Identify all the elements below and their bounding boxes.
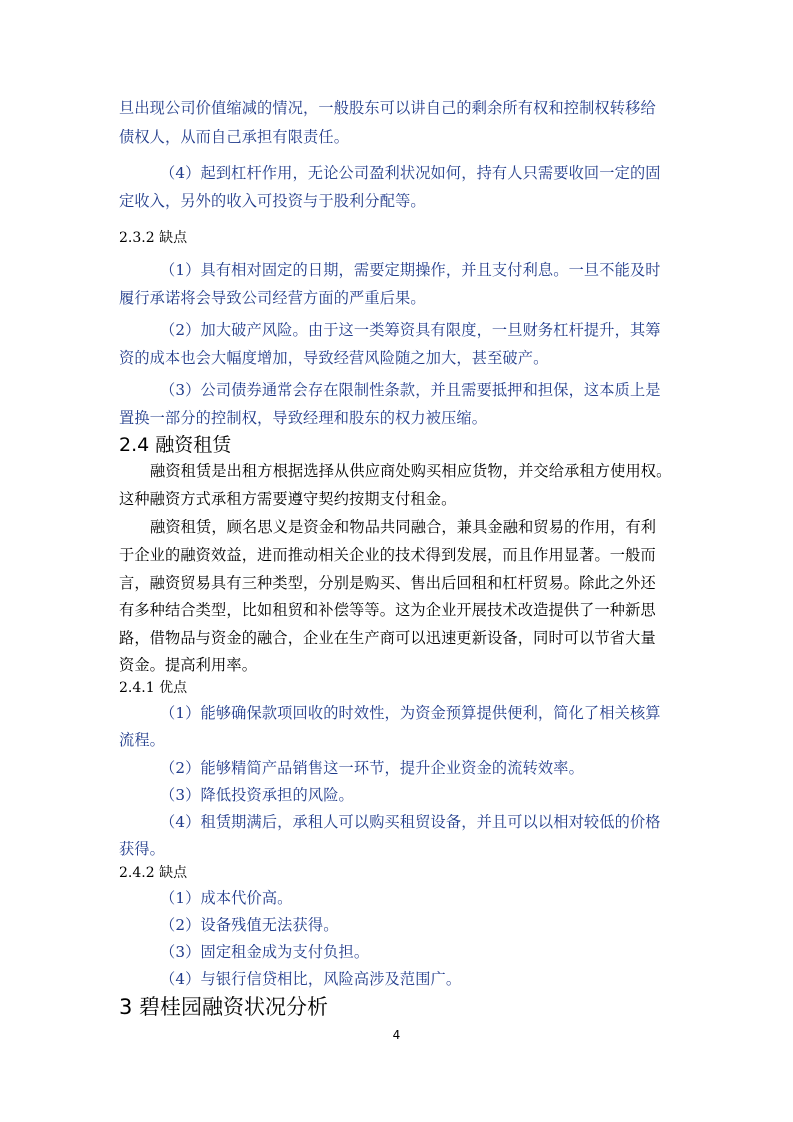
paragraph-line: （1）成本代价高。 [160,889,293,907]
paragraph-line: 债权人，从而自己承担有限责任。 [119,128,350,146]
chapter-heading: 3 碧桂园融资状况分析 [119,995,329,1019]
paragraph-line: （2）加大破产风险。由于这一类筹资具有限度，一旦财务杠杆提升，其筹 [160,321,661,339]
paragraph-line: （1）具有相对固定的日期，需要定期操作，并且支付利息。一旦不能及时 [160,261,661,279]
paragraph-line: 路，借物品与资金的融合，企业在生产商可以迅速更新设备，同时可以节省大量 [119,629,656,647]
paragraph-line: （2）能够精简产品销售这一环节，提升企业资金的流转效率。 [160,759,584,777]
paragraph-line: 这种融资方式承租方需要遵守契约按期支付租金。 [119,490,457,508]
paragraph-line: （4）起到杠杆作用，无论公司盈利状况如何，持有人只需要收回一定的固 [160,164,661,182]
paragraph-line: 有多种结合类型，比如租贸和补偿等等。这为企业开展技术改造提供了一种新思 [119,601,656,619]
subsection-heading: 2.4.2 缺点 [119,865,188,881]
paragraph-line: 置换一部分的控制权，导致经理和股东的权力被压缩。 [119,409,488,427]
subsection-heading: 2.4.1 优点 [119,680,188,696]
paragraph-line: （2）设备残值无法获得。 [160,916,339,934]
paragraph-line: 流程。 [119,731,166,749]
section-heading: 2.4 融资租赁 [119,434,232,456]
paragraph-line: （4）与银行信贷相比，风险高涉及范围广。 [160,970,462,988]
paragraph-line: 旦出现公司价值缩减的情况，一般股东可以讲自己的剩余所有权和控制权转移给 [119,99,656,117]
paragraph-line: 融资租赁，顾名思义是资金和物品共同融合，兼具金融和贸易的作用，有利 [150,518,657,536]
paragraph-line: （1）能够确保款项回收的时效性，为资金预算提供便利，简化了相关核算 [160,704,661,722]
paragraph-line: 言，融资贸易具有三种类型，分别是购买、售出后回租和杠杆贸易。除此之外还 [119,574,656,592]
subsection-heading: 2.3.2 缺点 [119,230,188,246]
paragraph-line: 于企业的融资效益，进而推动相关企业的技术得到发展，而且作用显著。一般而 [119,546,656,564]
paragraph-line: （3）降低投资承担的风险。 [160,786,354,804]
paragraph-line: （3）固定租金成为支付负担。 [160,943,370,961]
paragraph-line: 资的成本也会大幅度增加，导致经营风险随之加大，甚至破产。 [119,349,549,367]
paragraph-line: 获得。 [119,840,166,858]
paragraph-line: 履行承诺将会导致公司经营方面的严重后果。 [119,289,426,307]
paragraph-line: （3）公司债券通常会存在限制性条款，并且需要抵押和担保，这本质上是 [160,381,661,399]
paragraph-line: 定收入，另外的收入可投资与于股利分配等。 [119,192,426,210]
page-number: 4 [392,1028,401,1042]
paragraph-line: 资金。提高利用率。 [119,656,258,674]
paragraph-line: 融资租赁是出租方根据选择从供应商处购买相应货物，并交给承租方使用权。 [150,462,672,480]
paragraph-line: （4）租赁期满后，承租人可以购买租贸设备，并且可以以相对较低的价格 [160,813,661,831]
